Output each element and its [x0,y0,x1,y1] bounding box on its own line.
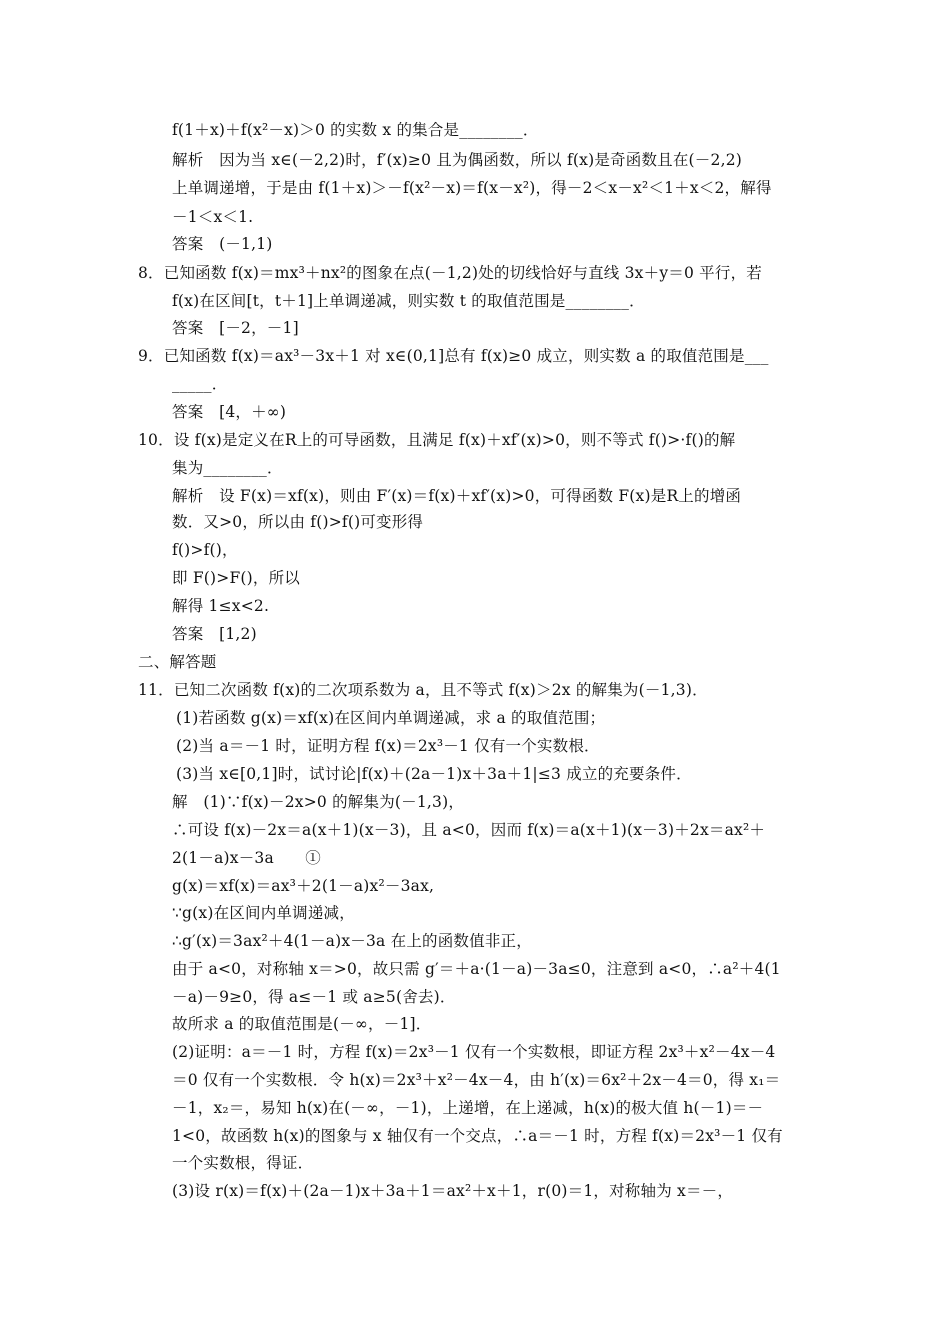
text-line: 11．已知二次函数 f(x)的二次项系数为 a，且不等式 f(x)＞2x 的解集为(－1,3)． [138,681,708,699]
text-line: 解析 因为当 x∈(－2,2)时，f′(x)≥0 且为偶函数，所以 f(x)是奇函数且在(－2,2) [172,151,742,169]
text-line: －1＜x＜1. [172,208,254,226]
text-line: 上单调递增，于是由 f(1＋x)＞－f(x²－x)＝f(x－x²)，得－2＜x－x²＜1＋x＜2，解得 [172,179,772,197]
text-line: 8．已知函数 f(x)＝mx³＋nx²的图象在点(－1,2)处的切线恰好与直线 3x＋y＝0 平行，若 [138,264,762,282]
text-line: 解 (1)∵f(x)－2x>0 的解集为(－1,3)， [172,793,465,811]
text-line: 答案 [4，＋∞) [172,403,287,421]
text-line: _____． [172,375,228,393]
text-line: －1，x₂＝，易知 h(x)在(－∞，－1)，上递增，在上递减，h(x)的极大值 h(－1)＝－ [172,1099,764,1117]
text-line: 数．又>0，所以由 f()>f()可变形得 [172,513,424,531]
text-line: 集为________． [172,459,283,477]
text-line: f(x)在区间[t，t＋1]上单调递减，则实数 t 的取值范围是________． [172,292,645,310]
text-line: ∴g′(x)＝3ax²＋4(1－a)x－3a 在上的函数值非正， [172,932,532,950]
text-line: －a)－9≥0，得 a≤－1 或 a≥5(舍去)． [172,988,456,1006]
text-line: 2(1－a)x－3a ① [172,849,322,867]
text-line: 解得 1≤x<2. [172,597,270,615]
text-line: g(x)＝xf(x)＝ax³＋2(1－a)x²－3ax, [172,877,435,895]
text-line: 9．已知函数 f(x)＝ax³－3x＋1 对 x∈(0,1]总有 f(x)≥0 成立，则实数 a 的取值范围是___ [138,347,769,365]
text-line: 答案 [－2，－1] [172,319,299,337]
text-line: 故所求 a 的取值范围是(－∞，－1]． [172,1015,432,1033]
text-line: (1)若函数 g(x)＝xf(x)在区间内单调递减，求 a 的取值范围； [176,709,606,727]
text-line: f(1＋x)＋f(x²－x)＞0 的实数 x 的集合是________． [172,121,539,139]
text-line: (2)证明：a＝－1 时，方程 f(x)＝2x³－1 仅有一个实数根，即证方程 2x³＋x²－4x－4 [172,1043,776,1061]
text-line: 1<0，故函数 h(x)的图象与 x 轴仅有一个交点，∴a＝－1 时，方程 f(x)＝2x³－1 仅有 [172,1127,783,1145]
text-line: 由于 a<0，对称轴 x＝>0，故只需 g′＝＋a·(1－a)－3a≤0，注意到 a<0，∴a²＋4(1 [172,960,781,978]
text-line: (2)当 a＝－1 时，证明方程 f(x)＝2x³－1 仅有一个实数根． [176,737,600,755]
text-line: (3)当 x∈[0,1]时，试讨论|f(x)＋(2a－1)x＋3a＋1|≤3 成立的充要条件． [176,765,692,783]
section-heading: 二、解答题 [138,653,217,671]
text-line: 一个实数根，得证． [172,1154,314,1172]
text-line: 即 F()>F()，所以 [172,569,301,587]
text-line: ∴可设 f(x)－2x＝a(x＋1)(x－3)，且 a<0，因而 f(x)＝a(x＋1)(x－3)＋2x＝ax²＋ [172,821,766,839]
text-line: ＝0 仅有一个实数根．令 h(x)＝2x³＋x²－4x－4，由 h′(x)＝6x²＋2x－4＝0，得 x₁＝ [172,1071,781,1089]
text-line: f()>f()， [172,541,238,559]
text-line: 10．设 f(x)是定义在R上的可导函数，且满足 f(x)＋xf′(x)>0，则不等式 f()>·f()的解 [138,431,736,449]
text-line: 答案 (－1,1) [172,235,273,253]
text-line: ∵g(x)在区间内单调递减， [172,904,355,922]
text-line: 答案 [1,2) [172,625,257,643]
text-line: 解析 设 F(x)＝xf(x)，则由 F′(x)＝f(x)＋xf′(x)>0，可得函数 F(x)是R上的增函 [172,487,742,505]
text-line: (3)设 r(x)＝f(x)＋(2a－1)x＋3a＋1＝ax²＋x＋1，r(0)＝1，对称轴为 x＝－， [172,1182,734,1200]
